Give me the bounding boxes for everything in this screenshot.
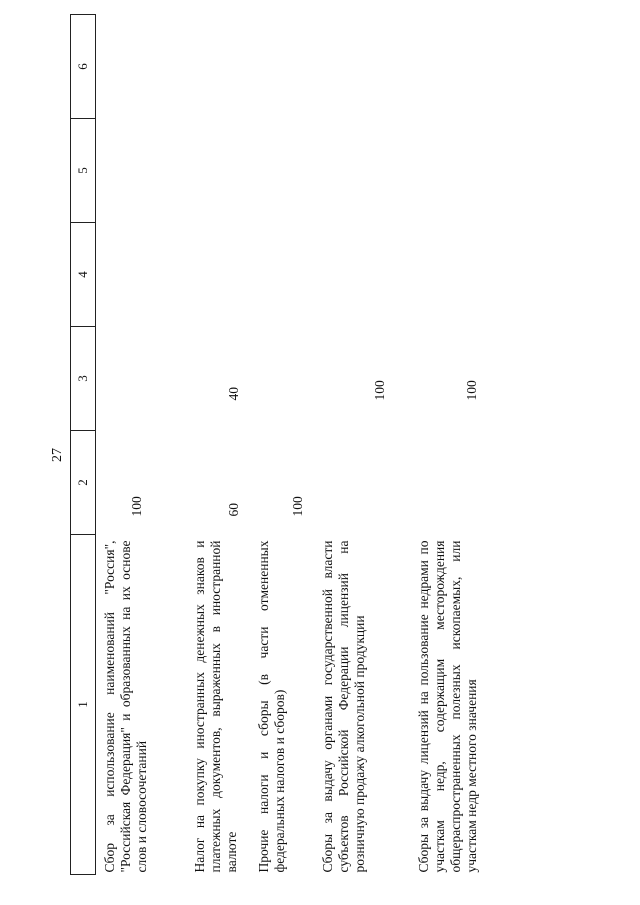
row-value-col2: 100 (290, 496, 305, 517)
rotated-table-container (70, 15, 618, 875)
row-value-col2 (314, 431, 410, 535)
row-description: Прочие налоги и сборы (в части отмененных федеральных налогов и сборов) (256, 540, 287, 873)
table-row (186, 15, 250, 875)
table-header-row (71, 15, 96, 875)
row-value-col5 (410, 119, 508, 223)
row-value-col3: 100 (464, 380, 479, 401)
table-row (96, 15, 187, 875)
row-value-col4 (96, 223, 187, 327)
row-value-col4 (410, 223, 508, 327)
row-value-col6 (186, 15, 250, 119)
row-value-col5 (96, 119, 187, 223)
row-value-col4 (186, 223, 250, 327)
column-header-3: 3 (71, 327, 96, 431)
column-header-1: 1 (71, 535, 96, 875)
column-header-5: 5 (71, 119, 96, 223)
row-value-col5 (314, 119, 410, 223)
row-value-col3 (96, 327, 187, 431)
row-description: Сбор за использование наименований "Россия", "Российская Федерация" и образованных на их основе слов и словосочетаний (102, 540, 149, 873)
row-value-col6 (96, 15, 187, 119)
row-value-col3: 40 (226, 387, 241, 401)
row-value-col6 (314, 15, 410, 119)
page-number: 27 (50, 448, 65, 462)
row-value-col3: 100 (372, 380, 387, 401)
row-description: Налог на покупку иностранных денежных знаков и платежных документов, выраженных в иностранной валюте (192, 540, 239, 873)
table-row (410, 15, 508, 875)
table-row (250, 15, 314, 875)
row-value-col2: 100 (129, 496, 144, 517)
table-row (314, 15, 410, 875)
row-value-col4 (250, 223, 314, 327)
row-description: Сборы за выдачу лицензий на пользование недрами по участкам недр, содержащим месторождения общераспространенных полезных ископаемых, или участкам недр местного значения (416, 540, 479, 873)
tax-distribution-table (70, 14, 508, 875)
row-value-col6 (250, 15, 314, 119)
row-value-col6 (410, 15, 508, 119)
row-value-col3 (250, 327, 314, 431)
column-header-4: 4 (71, 223, 96, 327)
row-value-col2 (410, 431, 508, 535)
row-value-col4 (314, 223, 410, 327)
column-header-6: 6 (71, 15, 96, 119)
row-value-col5 (186, 119, 250, 223)
column-header-2: 2 (71, 431, 96, 535)
row-value-col5 (250, 119, 314, 223)
row-description: Сборы за выдачу органами государственной власти субъектов Российской Федерации лицензий на розничную продажу алкогольной продукции (320, 540, 367, 873)
row-value-col2: 60 (226, 503, 241, 517)
